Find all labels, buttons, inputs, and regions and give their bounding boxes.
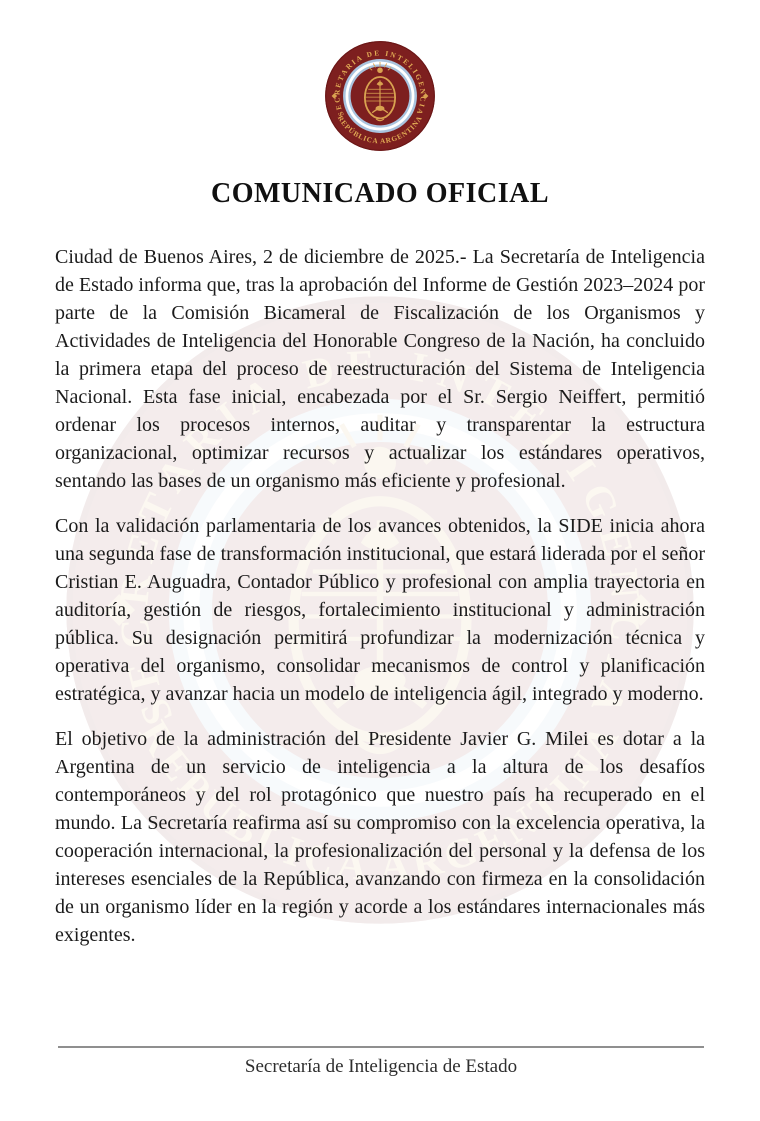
official-communique-page — [0, 40, 760, 1121]
paragraph-3: El objetivo de la administración del Presidente Javier G. Milei es dotar a la Argentina de un servicio de inteligencia a la altura de los desafíos contemporáneos y del rol protagónico que nuestro país ha recuperado en el mundo. La Secretaría reafirma así su compromiso con la excelencia operativa, la cooperación internacional, la profesionalización del personal y la defensa de los intereses esenciales de la República, avanzando con firmeza en la consolidación de un organismo líder en la región y acorde a los estándares internacionales más exigentes. — [55, 728, 705, 946]
side-seal — [324, 40, 436, 152]
footer — [58, 1046, 704, 1078]
paragraph-1: Ciudad de Buenos Aires, 2 de diciembre de 2025.- La Secretaría de Inteligencia de Estado informa que, tras la aprobación del Informe de Gestión 2023–2024 por parte de la Comisión Bicameral de Fiscalización de los Organismos y Actividades de Inteligencia del Honorable Congreso de la Nación, ha concluido la primera etapa del proceso de reestructuración del Sistema de Inteligencia Nacional. Esta fase inicial, encabezada por el Sr. Sergio Neiffert, permitió ordenar los procesos internos, auditar y transparentar la estructura organizacional, optimizar recursos y actualizar los estándares operativos, sentando las bases de un organismo más eficiente y profesional. — [55, 246, 705, 492]
page-title: COMUNICADO OFICIAL — [211, 178, 549, 209]
paragraph-2: Con la validación parlamentaria de los avances obtenidos, la SIDE inicia ahora una segunda fase de transformación institucional, que estará liderada por el señor Cristian E. Auguadra, Contador Público y profesional con amplia trayectoria en auditoría, gestión de riesgos, fortalecimiento institucional y administración pública. Su designación permitirá profundizar la modernización técnica y operativa del organismo, consolidar mecanismos de control y planificación estratégica, y avanzar hacia un modelo de inteligencia ágil, integrado y moderno. — [55, 515, 705, 705]
footer-text: Secretaría de Inteligencia de Estado — [244, 1056, 518, 1077]
document-body — [55, 243, 705, 949]
